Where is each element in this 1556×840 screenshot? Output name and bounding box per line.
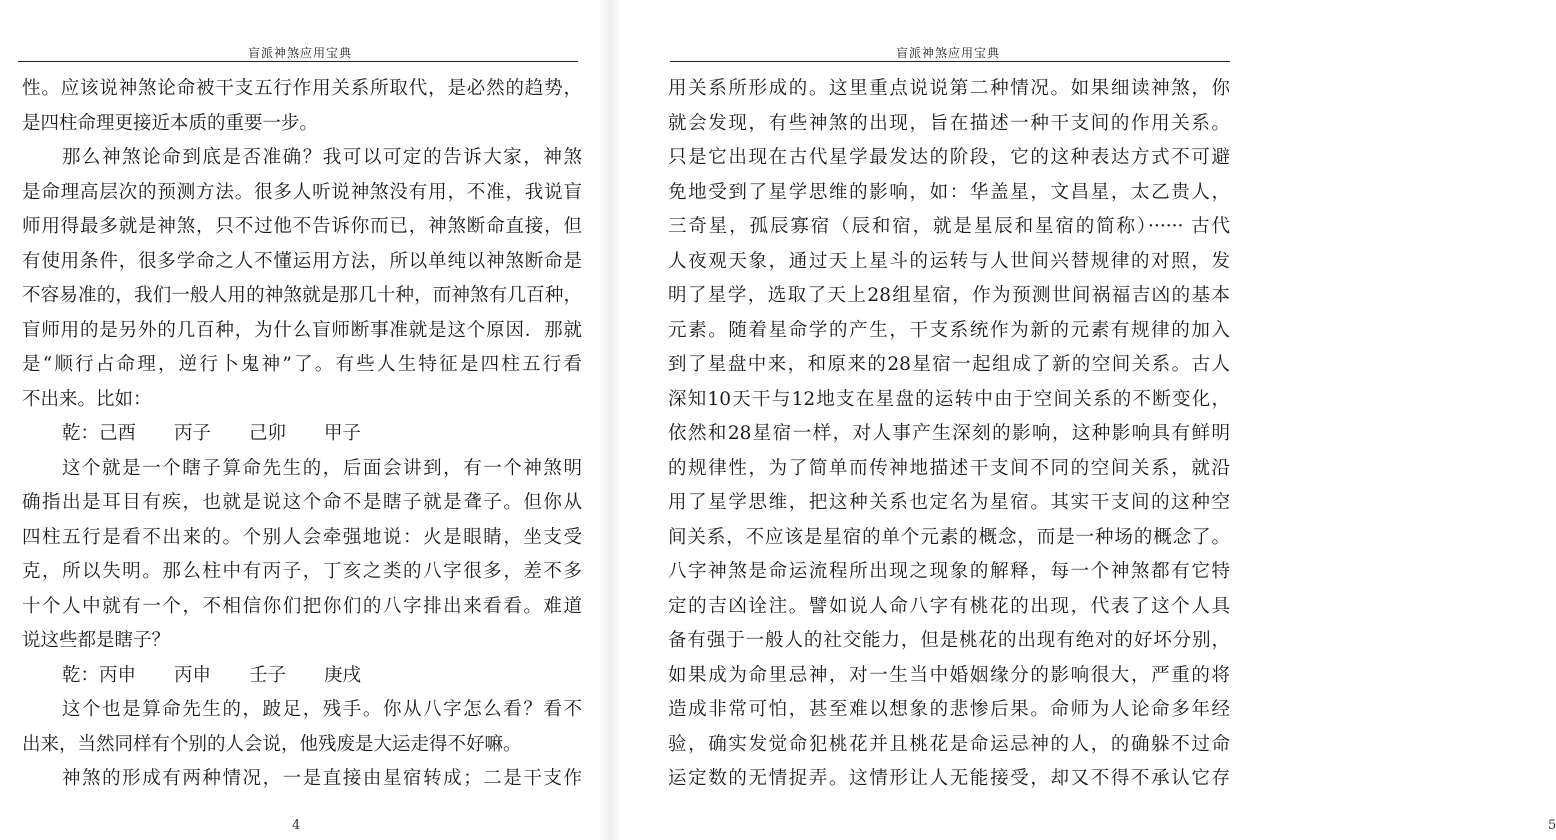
header-rule [18,61,578,62]
text-line: 运定数的无情捉弄。这情形让人无能接受，却又不得不承认它存 [668,768,1230,789]
text-line: 元素。随着星命学的产生，干支系统作为新的元素有规律的加入 [668,319,1230,341]
page-number: 5 [1548,818,1556,833]
text-line: 就会发现，有些神煞的出现，旨在描述一种干支间的作用关系。 [668,112,1230,134]
page-number: 4 [292,818,301,833]
text-line: 依然和28星宿一样，对人事产生深刻的影响，这种影响具有鲜明 [668,423,1230,444]
text-line: 明了星学，选取了天上28组星宿，作为预测世间祸福吉凶的基本 [668,285,1230,306]
text-line: 间关系，不应该是星宿的单个元素的概念，而是一种场的概念了。 [668,526,1230,548]
body-text [22,72,582,797]
pillar: 乾：己酉 [62,423,137,444]
text-line: 师用得最多就是神煞，只不过他不告诉你而已，神煞断命直接，但 [22,216,582,237]
text-line: 性。应该说神煞论命被干支五行作用关系所取代，是必然的趋势， [22,78,582,99]
pillar: 庚戌 [324,664,362,686]
running-head: 盲派神煞应用宝典 [247,46,352,60]
text-line: 是“顺行占命理，逆行卜鬼神”了。有些人生特征是四柱五行看 [22,354,582,375]
text-line: 八字神煞是命运流程所出现之现象的解释，每一个神煞都有它特 [668,561,1230,582]
right-page [620,0,1556,840]
header-rule [670,61,1230,62]
text-line: 这个也是算命先生的，跛足，残手。你从八字怎么看？看不 [62,699,582,720]
running-head: 盲派神煞应用宝典 [895,46,1000,60]
book-gutter [600,0,620,840]
text-line: 这个就是一个瞎子算命先生的，后面会讲到，有一个神煞明 [62,457,582,479]
text-line: 说这些都是瞎子？ [22,630,171,651]
text-line: 验，确实发觉命犯桃花并且桃花是命运忌神的人，的确躲不过命 [668,733,1230,755]
text-line: 如果成为命里忌神，对一生当中婚姻缘分的影响很大，严重的将 [668,664,1230,686]
text-line: 用关系所形成的。这里重点说说第二种情况。如果细读神煞，你 [668,78,1230,99]
pillar: 丙子 [174,423,212,444]
text-line: 人夜观天象，通过天上星斗的运转与人世间兴替规律的对照，发 [668,250,1230,272]
bazi-chart [22,659,582,694]
text-line: 盲师用的是另外的几百种，为什么盲师断事准就是这个原因．那就 [22,319,582,341]
bazi-chart [22,417,582,452]
text-line: 十个人中就有一个，不相信你们把你们的八字排出来看看。难道 [22,595,582,617]
text-line: 深知10天干与12地支在星盘的运转中由于空间关系的不断变化， [668,388,1230,410]
text-line: 四柱五行是看不出来的。个别人会牵强地说：火是眼睛，坐支受 [22,526,582,548]
text-line: 不出来。比如： [22,388,152,410]
pillar: 壬子 [249,664,287,686]
pillar: 丙申 [174,664,212,686]
text-line: 出来，当然同样有个别的人会说，他残废是大运走得不好嘛。 [22,733,522,755]
text-line: 到了星盘中来，和原来的28星宿一起组成了新的空间关系。古人 [668,354,1230,375]
text-line: 不容易准的，我们一般人用的神煞就是那几十种，而神煞有几百种， [22,285,582,306]
body-text [668,72,1230,797]
text-line: 免地受到了星学思维的影响，如：华盖星，文昌星，太乙贵人， [668,181,1230,203]
text-line: 克，所以失明。那么柱中有丙子，丁亥之类的八字很多，差不多 [22,561,582,582]
text-line: 那么神煞论命到底是否准确？我可以可定的告诉大家，神煞 [62,147,582,168]
text-line: 是命理高层次的预测方法。很多人听说神煞没有用，不准，我说盲 [22,181,582,203]
text-line: 用了星学思维，把这种关系也定名为星宿。其实干支间的这种空 [668,492,1230,513]
text-line: 的规律性，为了简单而传神地描述干支间不同的空间关系，就沿 [668,457,1230,479]
text-line: 是四柱命理更接近本质的重要一步。 [22,112,319,134]
text-line: 造成非常可怕，甚至难以想象的悲惨后果。命师为人论命多年经 [668,699,1230,720]
left-page [0,0,600,840]
text-line: 定的吉凶诠注。譬如说人命八字有桃花的出现，代表了这个人具 [668,595,1230,617]
text-line: 只是它出现在古代星学最发达的阶段，它的这种表达方式不可避 [668,147,1230,168]
text-line: 备有强于一般人的社交能力，但是桃花的出现有绝对的好坏分别， [668,630,1230,651]
text-line: 三奇星，孤辰寡宿（辰和宿，就是星辰和星宿的简称）······ 古代 [668,216,1230,237]
text-line: 有使用条件，很多学命之人不懂运用方法，所以单纯以神煞断命是 [22,250,582,272]
text-line: 神煞的形成有两种情况，一是直接由星宿转成；二是干支作 [62,768,582,789]
pillar: 甲子 [324,423,362,444]
text-line: 确指出是耳目有疾，也就是说这个命不是瞎子就是聋子。但你从 [22,492,582,513]
pillar: 乾：丙申 [62,664,137,686]
pillar: 己卯 [249,423,287,444]
